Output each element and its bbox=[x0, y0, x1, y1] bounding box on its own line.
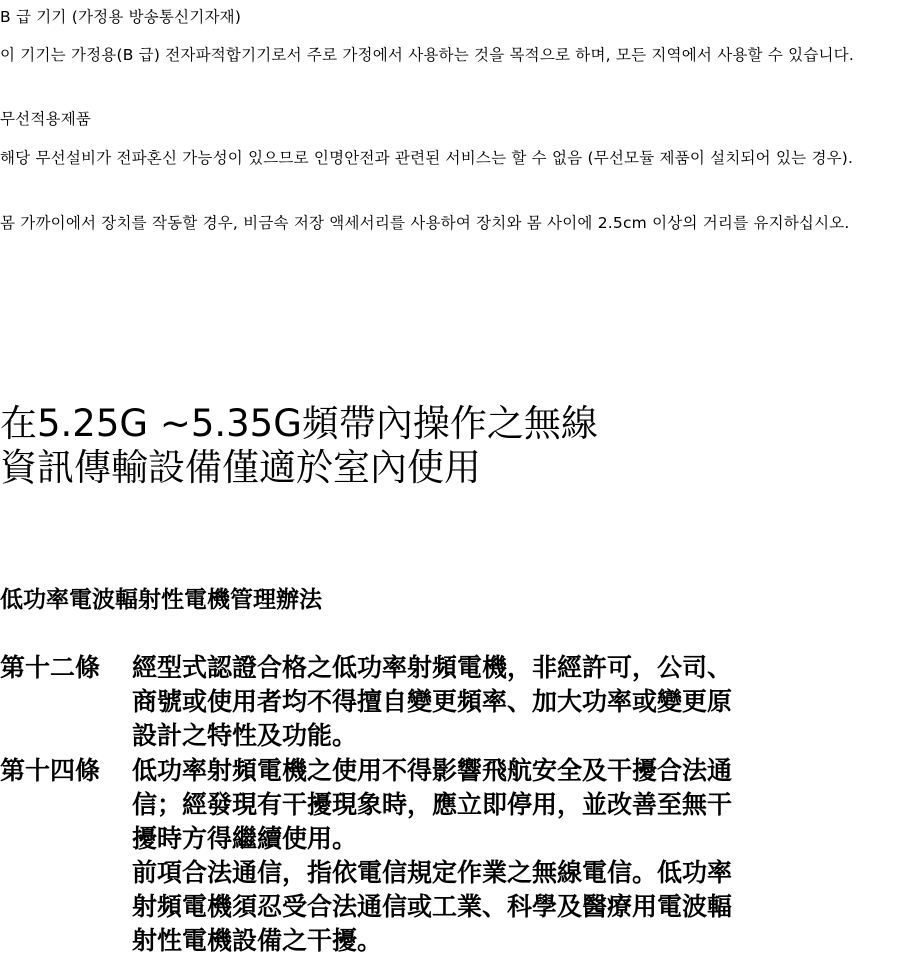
article-line: 射頻電機須忍受合法通信或工業、科學及醫療用電波輻 bbox=[132, 892, 733, 921]
article-line: 信；經發現有干擾現象時，應立即停用，並改善至無干 bbox=[132, 790, 733, 819]
regulation-title: 低功率電波輻射性電機管理辦法 bbox=[0, 586, 322, 613]
article-line: 經型式認證合格之低功率射頻電機，非經許可，公司、 bbox=[132, 653, 733, 682]
article-line: 前項合法通信，指依電信規定作業之無線電信。低功率 bbox=[132, 858, 733, 887]
korean-class-b-paragraph: 이 기기는 가정용(B 급) 전자파적합기기로서 주로 가정에서 사용하는 것을 목적으로 하며, 모든 지역에서 사용할 수 있습니다. bbox=[0, 46, 854, 64]
article-line: 擾時方得繼續使用。 bbox=[132, 824, 358, 853]
taiwan-notice-line: 在5.25G ~5.35G頻帶內操作之無線 bbox=[0, 402, 598, 445]
korean-wireless-subtitle: 무선적용제품 bbox=[0, 110, 92, 128]
article-body bbox=[132, 651, 902, 753]
taiwan-notice-line: 資訊傳輸設備僅適於室內使用 bbox=[0, 446, 481, 489]
article-line: 射性電機設備之干擾。 bbox=[132, 926, 383, 955]
korean-class-b-title: B 급 기기 (가정용 방송통신기자재) bbox=[0, 8, 242, 26]
article-label: 第十二條 bbox=[0, 653, 101, 682]
article-line: 低功率射頻電機之使用不得影響飛航安全及干擾合法通 bbox=[132, 756, 733, 785]
korean-body-distance-paragraph: 몸 가까이에서 장치를 작동할 경우, 비금속 저장 액세서리를 사용하여 장치와 몸 사이에 2.5cm 이상의 거리를 유지하십시오. bbox=[0, 214, 850, 232]
article-line: 商號或使用者均不得擅自變更頻率、加大功率或變更原 bbox=[132, 687, 733, 716]
korean-wireless-paragraph: 해당 무선설비가 전파혼신 가능성이 있으므로 인명안전과 관련된 서비스는 할 수 없음 (무선모듈 제품이 설치되어 있는 경우). bbox=[0, 149, 854, 167]
taiwan-indoor-use-notice bbox=[0, 402, 900, 490]
article-body bbox=[132, 754, 902, 958]
article-line: 設計之特性及功能。 bbox=[132, 721, 358, 750]
article-label: 第十四條 bbox=[0, 756, 101, 785]
